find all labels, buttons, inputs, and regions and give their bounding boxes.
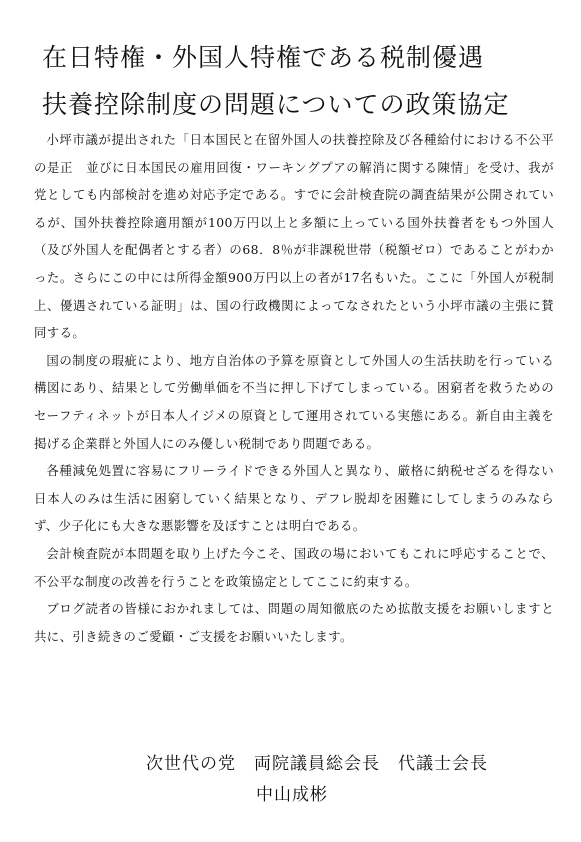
body-paragraph-5: ブログ読者の皆様におかれましては、問題の周知徹底のため拡散支援をお願いしますと共に、引き続きのご愛顧・ご支援をお願いいたします。	[34, 601, 554, 644]
body-paragraph-3: 各種減免処置に容易にフリーライドできる外国人と異なり、厳格に納税せざるを得ない日本人のみは生活に困窮していく結果となり、デフレ脱却を困難にしてしまうのみならず、少子化にも大きな悪影響を及ぼすことは明白である。	[34, 463, 554, 534]
body-paragraph-2: 国の制度の瑕疵により、地方自治体の予算を原資として外国人の生活扶助を行っている構図にあり、結果として労働単価を不当に押し下げてしまっている。困窮者を救うためのセーフティネットが日本人イジメの原資として運用されている実態にある。新自由主義を掲げる企業群と外国人にのみ優しい税制であり問題である。	[34, 352, 554, 451]
signature-organization: 次世代の党 両院議員総会長 代議士会長	[146, 754, 488, 774]
document-title-line-1: 在日特権・外国人特権である税制優遇	[42, 42, 485, 72]
body-paragraph-4: 会計検査院が本問題を取り上げた今こそ、国政の場においてもこれに呼応することで、不公平な制度の改善を行うことを政策協定としてここに約束する。	[34, 545, 554, 589]
body-paragraph-1: 小坪市議が提出された「日本国民と在留外国人の扶養控除及び各種給付における不公平の是正 並びに日本国民の雇用回復・ワーキングプアの解消に関する陳情」を受け、我が党としても内部検討を進め対応予定である。すでに会計検査院の調査結果が公開されているが、国外扶養控除適用額が100万円以上と多額に上っている国外扶養者をもつ外国人（及び外国人を配偶者とする者）の68．8％が非課税世帯（税額ゼロ）であることがわかった。さらにこの中には所得金額900万円以上の者が17名もいた。ここに「外国人が税制上、優遇されている証明」は、国の行政機関によってなされたという小坪市議の主張に賛同する。	[34, 132, 554, 341]
document-title-line-2: 扶養控除制度の問題についての政策協定	[42, 89, 510, 119]
document-body	[34, 126, 554, 650]
signature-name: 中山成彬	[256, 785, 328, 805]
